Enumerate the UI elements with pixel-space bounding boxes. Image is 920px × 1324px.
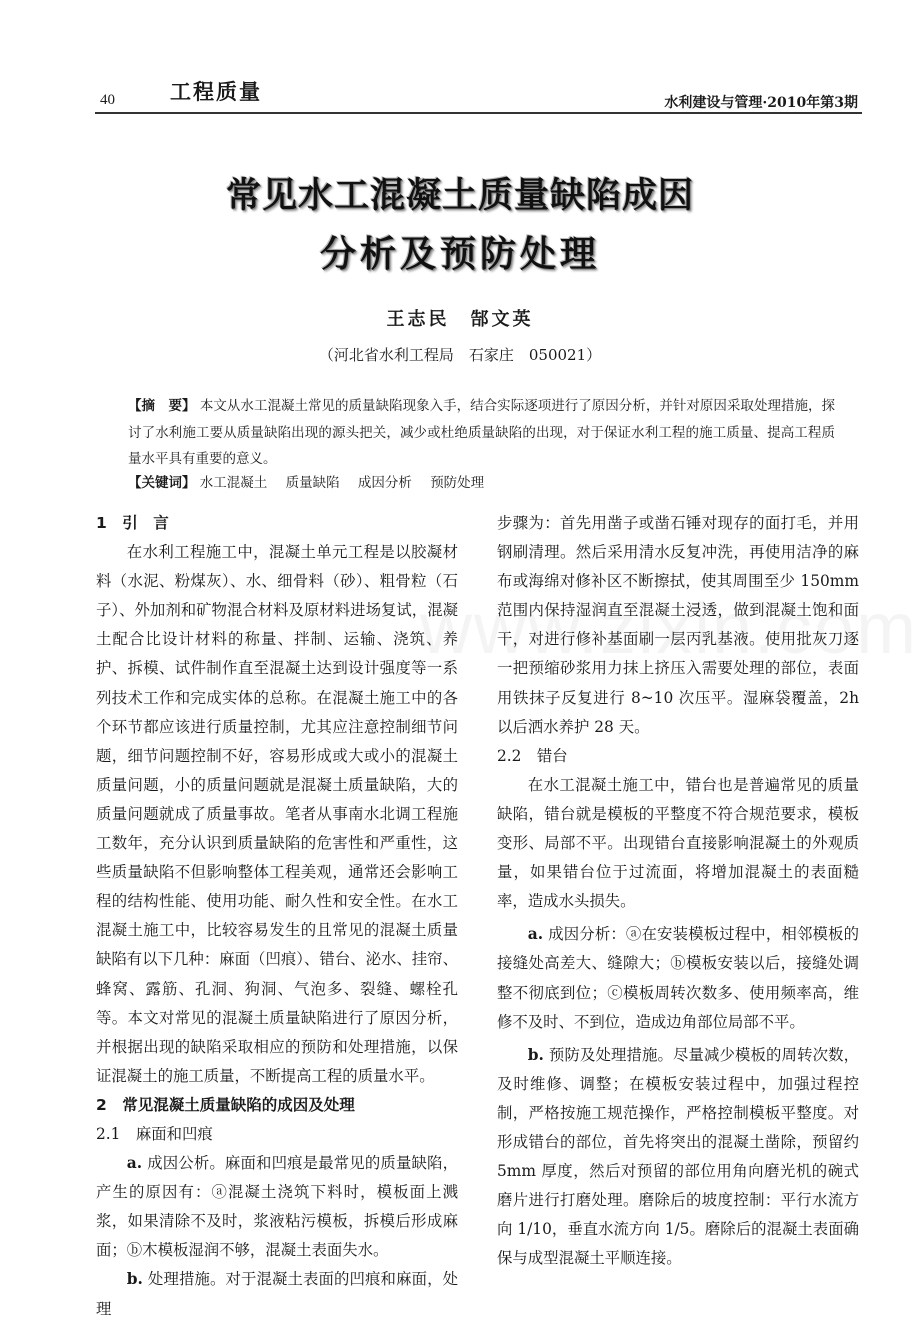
subsection-heading: 2.1 麻面和凹痕 bbox=[96, 1124, 213, 1143]
keyword: 成因分析 bbox=[357, 475, 412, 491]
page-number: 40 bbox=[100, 92, 115, 108]
abstract bbox=[128, 393, 835, 473]
journal-issue: 水利建设与管理·2010年第3期 bbox=[664, 95, 858, 111]
subsection-heading: 2.2 错台 bbox=[497, 746, 568, 765]
paragraph-text-continued: 步骤为：首先用凿子或凿石锤对现存的面打毛，并用钢刷清理。然后采用清水反复冲洗，再使用洁净的麻布或海绵对修补区不断擦拭，使其周围至少 150mm 范围内保持湿润直至混凝土浸透，做到混凝土饱和面干，对进行修补基面刷一层丙乳基液。使用批灰刀逐一把预缩砂浆用力抹上挤压入需要处理的部位，表面用铁抹子反复进行 8~10 次压平。湿麻袋覆盖，2h 以后洒水养护 28 天。 bbox=[497, 514, 859, 736]
column-right bbox=[497, 509, 859, 1273]
paragraph bbox=[96, 1265, 458, 1323]
title-line-1: 常见水工混凝土质量缺陷成因 bbox=[225, 176, 694, 216]
keywords-label: 【关键词】 bbox=[128, 475, 196, 491]
header-rule bbox=[95, 112, 862, 114]
item-marker: b. bbox=[126, 1270, 143, 1289]
keyword: 预防处理 bbox=[430, 475, 485, 491]
authors: 王志民 郜文英 bbox=[386, 309, 534, 330]
title-line-2: 分析及预防处理 bbox=[319, 234, 600, 275]
section-heading: 2 常见混凝土质量缺陷的成因及处理 bbox=[96, 1095, 355, 1114]
paragraph-text: 处理措施。对于混凝土表面的凹痕和麻面，处理 bbox=[96, 1270, 458, 1318]
section-label: 工程质量 bbox=[170, 80, 262, 104]
affiliation: （河北省水利工程局 石家庄 050021） bbox=[318, 346, 602, 364]
abstract-text: 本文从水工混凝土常见的质量缺陷现象入手，结合实际逐项进行了原因分析，并针对原因采取处理措施，探讨了水利施工要从质量缺陷出现的源头把关，减少或杜绝质量缺陷的出现，对于保证水利工程的施工质量、提高工程质量水平具有重要的意义。 bbox=[128, 398, 836, 467]
keywords bbox=[128, 471, 498, 491]
paragraph bbox=[96, 1149, 458, 1265]
item-marker: b. bbox=[527, 1045, 544, 1064]
paragraph-text: 成因分析：ⓐ在安装模板过程中，相邻模板的接缝处高差大、缝隙大；ⓑ模板安装以后，接缝处调整不彻底到位；ⓒ模板周转次数多、使用频率高，维修不及时、不到位，造成边角部位局部不平。 bbox=[497, 925, 859, 1031]
column-left bbox=[96, 509, 458, 1324]
keyword: 水工混凝土 bbox=[199, 475, 268, 491]
abstract-label: 【摘 要】 bbox=[128, 398, 196, 414]
section-heading: 1 引 言 bbox=[96, 514, 169, 532]
paragraph bbox=[497, 1041, 859, 1274]
paragraph: 在水工混凝土施工中，错台也是普遍常见的质量缺陷，错台就是模板的平整度不符合规范要求，模板变形、局部不平。出现错台直接影响混凝土的外观质量，如果错台位于过流面，将增加混凝土的表面糙率，造成水头损失。 bbox=[497, 775, 859, 911]
item-marker: a. bbox=[527, 925, 544, 944]
paragraph: 在水利工程施工中，混凝土单元工程是以胶凝材料（水泥、粉煤灰）、水、细骨料（砂）、粗骨粒（石子）、外加剂和矿物混合材料及原材料进场复试，混凝土配合比设计材料的称量、拌制、运输、浇筑、养护、拆模、试件制作直至混凝土达到设计强度等一系列技术工作和完成实体的总称。在混凝土施工中的各个环节都应该进行质量控制，尤其应注意控制细节问题，细节问题控制不好，容易形成或大或小的混凝土质量问题，小的质量问题就是混凝土质量缺陷，大的质量问题就成了质量事故。笔者从事南水北调工程施工数年，充分认识到质量缺陷的危害性和严重性，这些质量缺陷不但影响整体工程美观，通常还会影响工程的结构性能、使用功能、耐久性和安全性。在水工混凝土施工中，比较容易发生的且常见的混凝土质量缺陷有以下几种：麻面（凹痕）、错台、泌水、挂帘、蜂窝、露筋、孔洞、狗洞、气泡多、裂缝、螺栓孔等。本文对常见的混凝土质量缺陷进行了原因分析，并根据出现的缺陷采取相应的预防和处理措施，以保证混凝土的施工质量，不断提高工程的质量水平。 bbox=[96, 543, 458, 1085]
paragraph-text: 成因公析。麻面和凹痕是最常见的质量缺陷，产生的原因有：ⓐ混凝土浇筑下料时，模板面上溅浆，如果清除不及时，浆液粘污模板，拆模后形成麻面；ⓑ木模板湿润不够，混凝土表面失水。 bbox=[96, 1154, 458, 1260]
keyword: 质量缺陷 bbox=[285, 475, 340, 491]
paragraph bbox=[497, 920, 859, 1036]
item-marker: a. bbox=[126, 1154, 143, 1173]
paragraph-text: 预防及处理措施。尽量减少模板的周转次数，及时维修、调整；在模板安装过程中，加强过程控制，严格按施工规范操作，严格控制模板平整度。对形成错台的部位，首先将突出的混凝土凿除，预留约 5mm 厚度，然后对预留的部位用角向磨光机的碗式磨片进行打磨处理。磨除后的坡度控制：平行水流方向 1/10，垂直水流方向 1/5。磨除后的混凝土表面确保与成型混凝土平顺连接。 bbox=[497, 1045, 859, 1268]
